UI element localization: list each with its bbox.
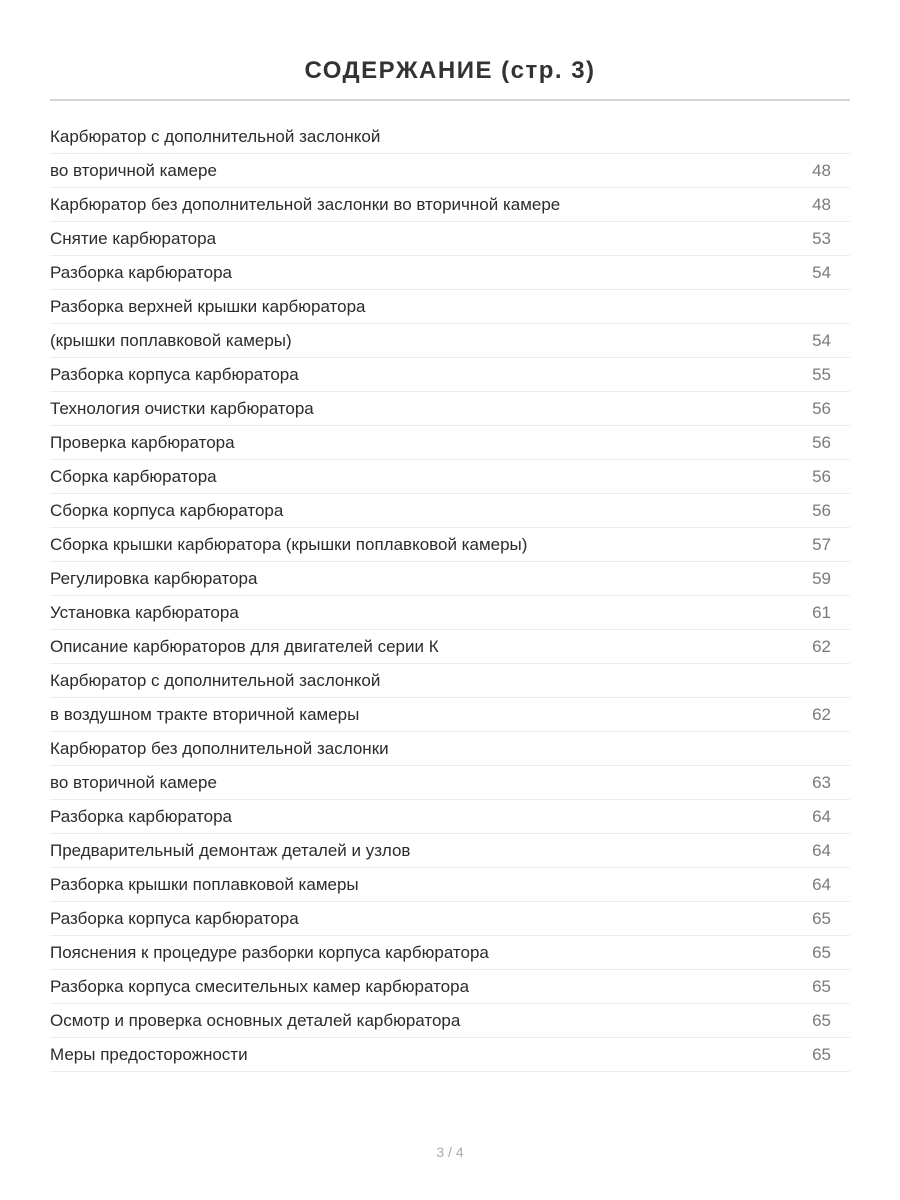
toc-entry-page: 62 — [812, 637, 831, 656]
toc-entry-page: 59 — [812, 569, 831, 588]
toc-entry[interactable] — [50, 460, 850, 494]
toc-entry[interactable] — [50, 562, 850, 596]
toc-entry-page: 54 — [812, 331, 831, 350]
toc-entry-text: Технология очистки карбюратора — [50, 399, 314, 418]
toc-entry-page: 65 — [812, 977, 831, 996]
toc-entry[interactable] — [50, 834, 850, 868]
toc-entry-text: Сборка корпуса карбюратора — [50, 501, 284, 520]
toc-entry-page: 56 — [812, 467, 831, 486]
toc-entry-page: 64 — [812, 875, 831, 894]
toc-entry[interactable] — [50, 970, 850, 1004]
toc-entry-page: 64 — [812, 807, 831, 826]
toc-entry-page: 64 — [812, 841, 831, 860]
toc-entry-page: 56 — [812, 501, 831, 520]
toc-entry-text: Карбюратор без дополнительной заслонки во вторичной камере — [50, 195, 561, 214]
toc-entry[interactable] — [50, 630, 850, 664]
toc-entry[interactable] — [50, 936, 850, 970]
toc-entry[interactable] — [50, 256, 850, 290]
toc-entry[interactable] — [50, 358, 850, 392]
toc-entry-text: Разборка карбюратора — [50, 807, 232, 826]
toc-entry-text: Проверка карбюратора — [50, 433, 235, 452]
toc-entry[interactable] — [50, 868, 850, 902]
toc-entry[interactable] — [50, 494, 850, 528]
toc-entry[interactable] — [50, 902, 850, 936]
toc-entry[interactable] — [50, 698, 850, 732]
toc-entry-text: Сборка крышки карбюратора (крышки поплавковой камеры) — [50, 535, 528, 554]
toc-entry[interactable] — [50, 528, 850, 562]
toc-entry[interactable] — [50, 392, 850, 426]
toc-entry-page: 61 — [812, 603, 831, 622]
toc-entry-text: во вторичной камере — [50, 161, 217, 180]
toc-entry-page: 48 — [812, 161, 831, 180]
toc-entry-page: 54 — [812, 263, 831, 282]
toc-entry-text: Снятие карбюратора — [50, 229, 217, 248]
toc-entry-text: Разборка крышки поплавковой камеры — [50, 875, 359, 894]
toc-entry-text: Пояснения к процедуре разборки корпуса карбюратора — [50, 943, 489, 962]
toc-entry-text: Карбюратор без дополнительной заслонки — [50, 739, 389, 758]
toc-entry[interactable] — [50, 800, 850, 834]
toc-entry-text: Разборка верхней крышки карбюратора — [50, 297, 366, 316]
toc-entry[interactable] — [50, 766, 850, 800]
toc-entry-text: Разборка корпуса карбюратора — [50, 365, 299, 384]
toc-entry-text: Меры предосторожности — [50, 1045, 248, 1064]
toc-entry-text: Разборка карбюратора — [50, 263, 232, 282]
toc-entry[interactable] — [50, 664, 850, 698]
toc-entry-page: 65 — [812, 1045, 831, 1064]
toc-entry[interactable] — [50, 120, 850, 154]
toc-entry[interactable] — [50, 154, 850, 188]
toc-entry-text: Регулировка карбюратора — [50, 569, 258, 588]
toc-entry[interactable] — [50, 222, 850, 256]
toc-entry-text: Описание карбюраторов для двигателей серии К — [50, 637, 439, 656]
toc-entry-page: 53 — [812, 229, 831, 248]
toc-entry-page: 56 — [812, 433, 831, 452]
toc-entry[interactable] — [50, 1038, 850, 1072]
page-counter: 3 / 4 — [436, 1144, 464, 1160]
toc-entry[interactable] — [50, 188, 850, 222]
toc-entry-text: Сборка карбюратора — [50, 467, 217, 486]
toc-entry[interactable] — [50, 324, 850, 358]
toc-list — [50, 120, 850, 1072]
toc-entry-text: Предварительный демонтаж деталей и узлов — [50, 841, 411, 860]
toc-entry-text: Разборка корпуса смесительных камер карбюратора — [50, 977, 470, 996]
toc-entry[interactable] — [50, 1004, 850, 1038]
toc-entry-page: 57 — [812, 535, 831, 554]
toc-entry-page: 48 — [812, 195, 831, 214]
toc-entry-text: (крышки поплавковой камеры) — [50, 331, 292, 350]
toc-entry[interactable] — [50, 596, 850, 630]
toc-entry-text: Разборка корпуса карбюратора — [50, 909, 299, 928]
toc-entry-text: во вторичной камере — [50, 773, 217, 792]
toc-entry-page: 62 — [812, 705, 831, 724]
toc-entry-page: 55 — [812, 365, 831, 384]
toc-entry-page: 65 — [812, 943, 831, 962]
toc-entry[interactable] — [50, 290, 850, 324]
toc-entry-page: 63 — [812, 773, 831, 792]
toc-entry-page: 65 — [812, 909, 831, 928]
toc-entry-page: 56 — [812, 399, 831, 418]
toc-entry[interactable] — [50, 426, 850, 460]
toc-entry[interactable] — [50, 732, 850, 766]
toc-entry-text: Карбюратор с дополнительной заслонкой — [50, 671, 381, 690]
toc-entry-text: в воздушном тракте вторичной камеры — [50, 705, 360, 724]
page-title: СОДЕРЖАНИЕ (стр. 3) — [304, 57, 596, 85]
toc-entry-page: 65 — [812, 1011, 831, 1030]
title-divider — [50, 99, 850, 101]
toc-entry-text: Карбюратор с дополнительной заслонкой — [50, 127, 381, 146]
toc-entry-text: Осмотр и проверка основных деталей карбюратора — [50, 1011, 461, 1030]
toc-entry-text: Установка карбюратора — [50, 603, 239, 622]
